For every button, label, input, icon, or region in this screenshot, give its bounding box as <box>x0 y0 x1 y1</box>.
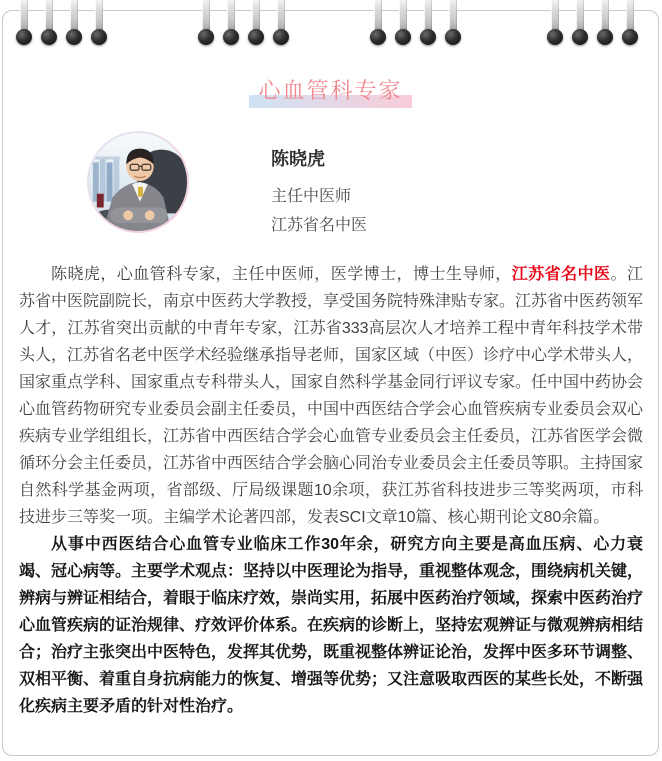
bio-paragraph-1 <box>19 261 643 531</box>
biography <box>19 261 643 720</box>
page-title: 心血管科专家 <box>258 74 402 105</box>
avatar-ring <box>87 131 189 233</box>
bio-p1-post: 。江苏省中医院副院长，南京中医药大学教授，享受国务院特殊津贴专家。江苏省中医药领军人才，江苏省突出贡献的中青年专家，江苏省333高层次人才培养工程中青年科技学术带头人，江苏省名老中医学术经验继承指导老师，国家区域（中医）诊疗中心学术带头人，国家重点学科、国家重点专科带头人，国家自然科学基金同行评议专家。任中国中药协会心血管药物研究专业委员会副主任委员，中国中西医结合学会心血管疾病专业委员会双心疾病专业学组组长，江苏省中西医结合学会心血管专业委员会主任委员，江苏省医学会微循环分会主任委员，江苏省中西医结合学会脑心同治专业委员会主任委员等职。主持国家自然科学基金两项，省部级、厅局级课题10余项，获江苏省科技进步三等奖两项，市科技进步三等奖一项。主编学术论著四部，发表SCI文章10篇、核心期刊论文80余篇。 <box>19 266 644 526</box>
bio-p1-pre: 陈晓虎，心血管科专家，主任中医师，医学博士，博士生导师， <box>51 266 512 283</box>
bio-paragraph-2: 从事中西医结合心血管专业临床工作30年余，研究方向主要是高血压病、心力衰竭、冠心病等。主要学术观点：坚持以中医理论为指导，重视整体观念，围绕病机关键，辨病与辨证相结合，着眼于临床疗效，崇尚实用，拓展中医药治疗领域，探索中医药治疗心血管疾病的证治规律、疗效评价体系。在疾病的诊断上，坚持宏观辨证与微观辨病相结合；治疗主张突出中医特色，发挥其优势，既重视整体辨证论治，发挥中医多环节调整、双相平衡、着重自身抗病能力的恢复、增强等优势；又注意吸取西医的某些长处，不断强化疾病主要矛盾的针对性治疗。 <box>19 536 644 715</box>
expert-honor-title: 江苏省名中医 <box>271 217 368 234</box>
bio-p1-red-emphasis: 江苏省名中医 <box>511 266 611 283</box>
profile-card <box>2 10 659 756</box>
expert-photo <box>89 133 187 231</box>
portrait-illustration <box>89 133 187 231</box>
expert-job-title: 主任中医师 <box>271 188 352 205</box>
profile-header <box>87 131 658 240</box>
section-title-wrap <box>3 11 658 105</box>
profile-info <box>271 145 367 240</box>
expert-name: 陈晓虎 <box>271 149 325 169</box>
